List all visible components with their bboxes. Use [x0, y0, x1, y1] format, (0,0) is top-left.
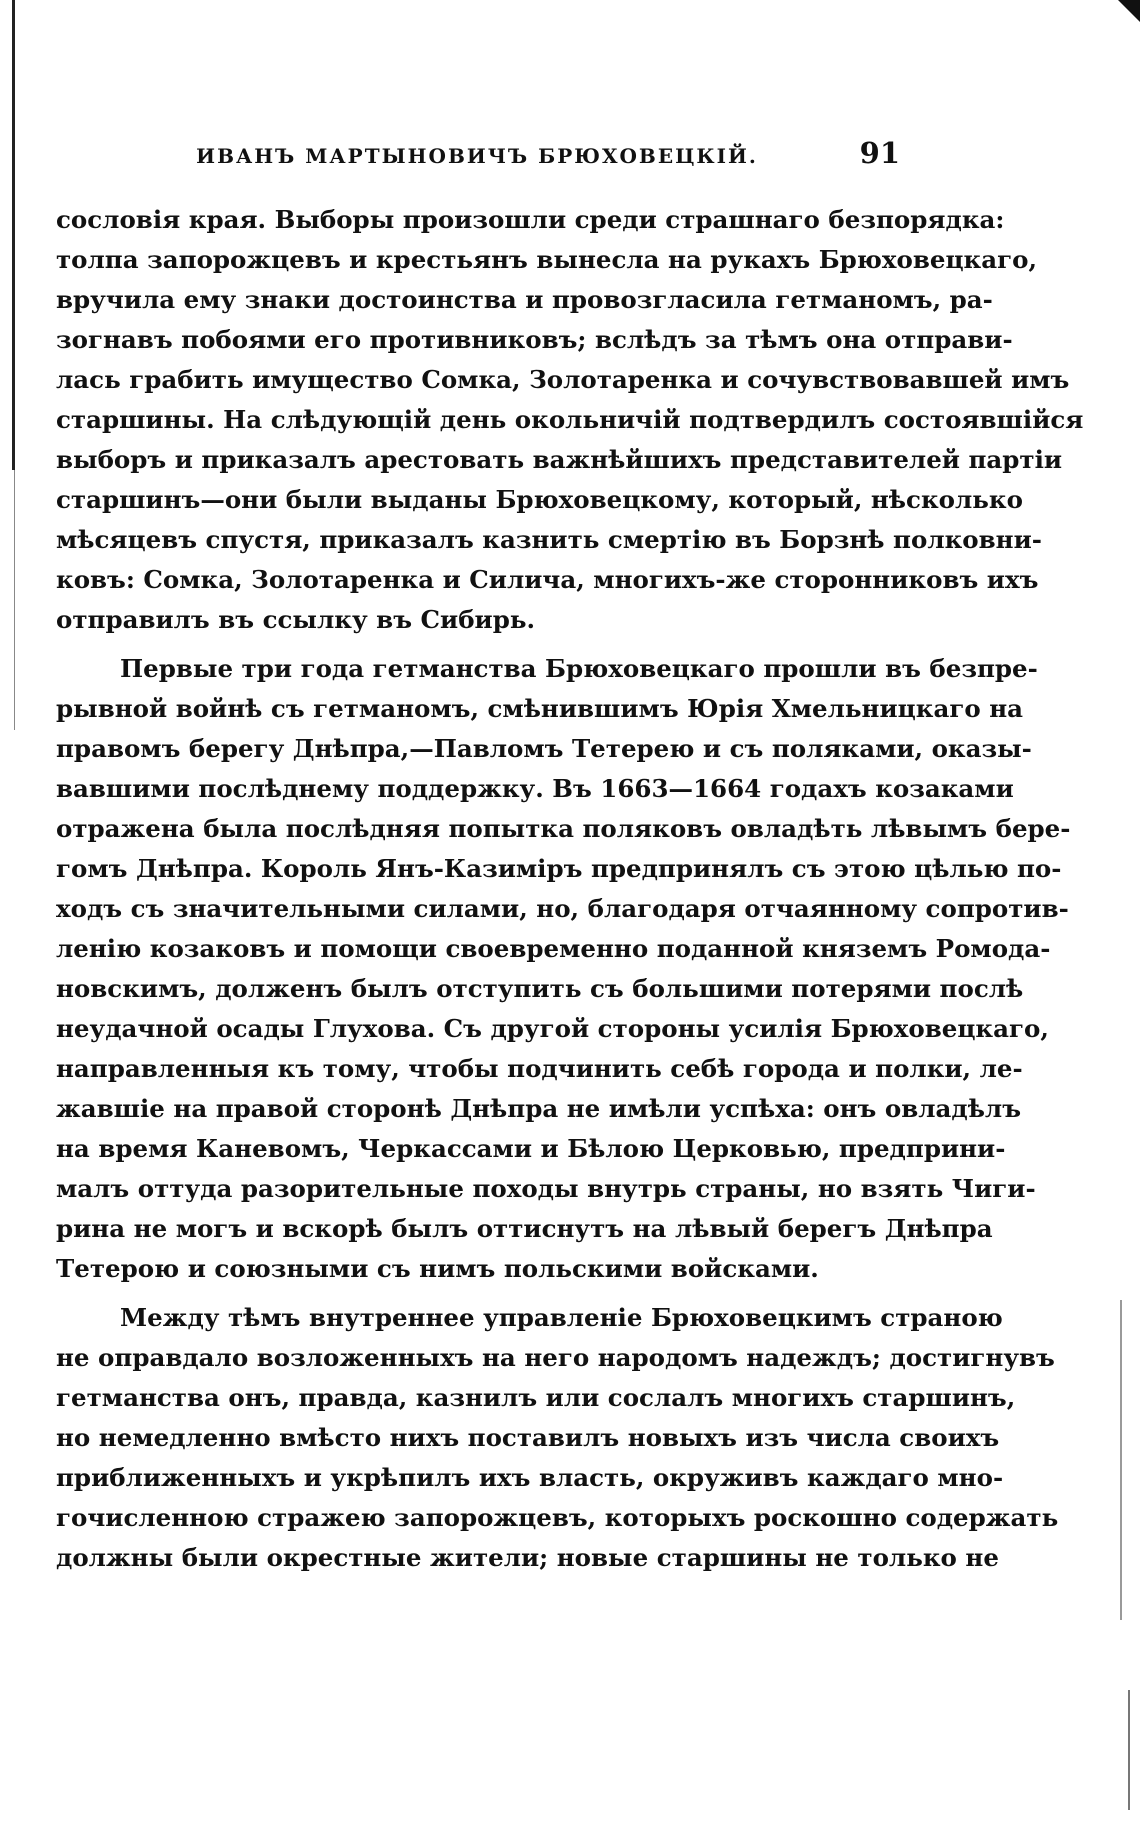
text-line: гомъ Днѣпра. Король Янъ-Казиміръ предпринялъ съ этою цѣлью по- [56, 854, 1062, 883]
text-line: вручила ему знаки достоинства и провозгласила гетманомъ, ра- [56, 285, 993, 314]
scan-corner-mark [1118, 0, 1140, 22]
text-line: отправилъ въ ссылку въ Сибирь. [56, 605, 535, 634]
text-line: мѣсяцевъ спустя, приказалъ казнить смертію въ Борзнѣ полковни- [56, 525, 1042, 554]
page-number: 91 [859, 136, 900, 170]
text-line: вавшими послѣднему поддержку. Въ 1663—1664 годахъ козаками [56, 774, 1014, 803]
text-line: Тетерою и союзными съ нимъ польскими войсками. [56, 1254, 819, 1283]
text-line: приближенныхъ и укрѣпилъ ихъ власть, окруживъ каждаго мно- [56, 1463, 1004, 1492]
text-line: рывной войнѣ съ гетманомъ, смѣнившимъ Юрія Хмельницкаго на [56, 694, 1024, 723]
text-line: ходъ съ значительными силами, но, благодаря отчаянному сопротив- [56, 894, 1069, 923]
paragraph-3 [56, 1298, 1059, 1578]
text-line: гетманства онъ, правда, казнилъ или сослалъ многихъ старшинъ, [56, 1383, 1016, 1412]
paragraph-2 [56, 649, 1071, 1289]
text-line: Первые три года гетманства Брюховецкаго прошли въ безпре- [120, 654, 1038, 683]
text-line: ленію козаковъ и помощи своевременно поданной княземъ Ромода- [56, 934, 1051, 963]
text-line: неудачной осады Глухова. Съ другой стороны усилія Брюховецкаго, [56, 1014, 1049, 1043]
text-line: жавшіе на правой сторонѣ Днѣпра не имѣли успѣха: онъ овладѣлъ [56, 1094, 1021, 1123]
text-line: толпа запорожцевъ и крестьянъ вынесла на рукахъ Брюховецкаго, [56, 245, 1038, 274]
text-line: старшинъ—они были выданы Брюховецкому, который, нѣсколько [56, 485, 1023, 514]
text-line: рина не могъ и вскорѣ былъ оттиснутъ на лѣвый берегъ Днѣпра [56, 1214, 993, 1243]
text-line: не оправдало возложенныхъ на него народомъ надеждъ; достигнувъ [56, 1343, 1055, 1372]
text-line: направленныя къ тому, чтобы подчинить себѣ города и полки, ле- [56, 1054, 1023, 1083]
text-line: лась грабить имущество Сомка, Золотаренка и сочувствовавшей имъ [56, 365, 1070, 394]
text-line: старшины. На слѣдующій день окольничій подтвердилъ состоявшійся [56, 405, 1084, 434]
text-line: ковъ: Сомка, Золотаренка и Силича, многихъ-же сторонниковъ ихъ [56, 565, 1039, 594]
text-line: но немедленно вмѣсто нихъ поставилъ новыхъ изъ числа своихъ [56, 1423, 1000, 1452]
text-line: отражена была послѣдняя попытка поляковъ овладѣть лѣвымъ бере- [56, 814, 1071, 843]
text-line: сословія края. Выборы произошли среди страшнаго безпорядка: [56, 205, 1005, 234]
text-line: малъ оттуда разорительные походы внутрь страны, но взять Чиги- [56, 1174, 1036, 1203]
text-line: выборъ и приказалъ арестовать важнѣйшихъ представителей партіи [56, 445, 1063, 474]
text-line: новскимъ, долженъ былъ отступить съ большими потерями послѣ [56, 974, 1024, 1003]
paragraph-1 [56, 200, 1084, 640]
text-line: Между тѣмъ внутреннее управленіе Брюховецкимъ страною [120, 1303, 1003, 1332]
scan-edge-right-lower [1128, 1690, 1130, 1810]
running-head-title: ИВАНЪ МАРТЫНОВИЧЪ БРЮХОВЕЦКІЙ. [196, 144, 758, 168]
text-line: на время Каневомъ, Черкассами и Бѣлою Церковью, предприни- [56, 1134, 1006, 1163]
running-head [56, 136, 898, 176]
scan-edge-left-faint [14, 470, 15, 730]
body-text [56, 200, 1084, 1578]
scan-edge-left [12, 0, 15, 470]
text-line: гочисленною стражею запорожцевъ, которыхъ роскошно содержать [56, 1503, 1059, 1532]
text-line: правомъ берегу Днѣпра,—Павломъ Тетерею и съ поляками, оказы- [56, 734, 1032, 763]
scan-edge-right [1120, 1300, 1122, 1620]
text-line: зогнавъ побоями его противниковъ; вслѣдъ за тѣмъ она отправи- [56, 325, 1013, 354]
text-line: должны были окрестные жители; новые старшины не только не [56, 1543, 999, 1572]
